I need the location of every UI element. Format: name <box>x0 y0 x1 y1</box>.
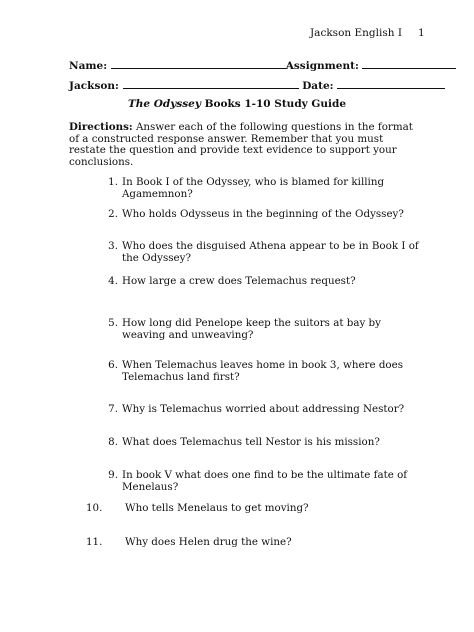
question-number: 4. <box>108 275 118 287</box>
question-number: 10. <box>86 502 103 514</box>
question-text: How large a crew does Telemachus request? <box>122 275 356 287</box>
question-number: 11. <box>86 536 103 548</box>
question-text: When Telemachus leaves home in book 3, where does Telemachus land first? <box>122 359 404 383</box>
question-text: How long did Penelope keep the suitors at bay by weaving and unweaving? <box>122 317 381 341</box>
question-number: 3. <box>108 240 118 252</box>
title-rest: Books 1-10 Study Guide <box>200 98 347 110</box>
page-title <box>0 98 474 110</box>
question-number: 2. <box>108 208 118 220</box>
question-number: 7. <box>108 403 118 415</box>
name-label: Name: <box>69 60 108 72</box>
name-blank-line[interactable] <box>111 57 286 69</box>
question-text: Who holds Odysseus in the beginning of the Odyssey? <box>122 208 404 220</box>
question-number: 9. <box>108 469 118 481</box>
page-number: 1 <box>418 27 425 39</box>
page-header <box>309 27 425 39</box>
question-text: In book V what does one find to be the ultimate fate of Menelaus? <box>122 469 408 493</box>
question-text: Who does the disguised Athena appear to be in Book I of the Odyssey? <box>122 240 419 264</box>
jackson-date-row <box>69 77 445 92</box>
assignment-blank-line[interactable] <box>362 57 456 69</box>
question-number: 8. <box>108 436 118 448</box>
question-text: Who tells Menelaus to get moving? <box>125 502 309 514</box>
jackson-blank-line[interactable] <box>123 77 299 89</box>
course-title: Jackson English I <box>309 27 402 39</box>
assignment-label: Assignment: <box>285 60 359 72</box>
question-text: Why does Helen drug the wine? <box>125 536 292 548</box>
question-text: In Book I of the Odyssey, who is blamed for killing Agamemnon? <box>122 176 385 200</box>
directions-paragraph <box>69 122 414 168</box>
question-text: What does Telemachus tell Nestor is his mission? <box>122 436 380 448</box>
directions-label: Directions: <box>69 121 133 133</box>
question-number: 1. <box>108 176 118 188</box>
name-assignment-row <box>69 57 456 72</box>
date-label: Date: <box>302 80 334 92</box>
question-number: 5. <box>108 317 118 329</box>
question-number: 6. <box>108 359 118 371</box>
jackson-label: Jackson: <box>69 80 119 92</box>
title-work-name: The Odyssey <box>127 98 201 110</box>
date-blank-line[interactable] <box>337 77 445 89</box>
question-text: Why is Telemachus worried about addressing Nestor? <box>122 403 405 415</box>
directions-text: Answer each of the following questions in the format of a constructed response answer. Remember that you must restate the question and provide text evidence to support your conclusions. <box>69 121 413 168</box>
